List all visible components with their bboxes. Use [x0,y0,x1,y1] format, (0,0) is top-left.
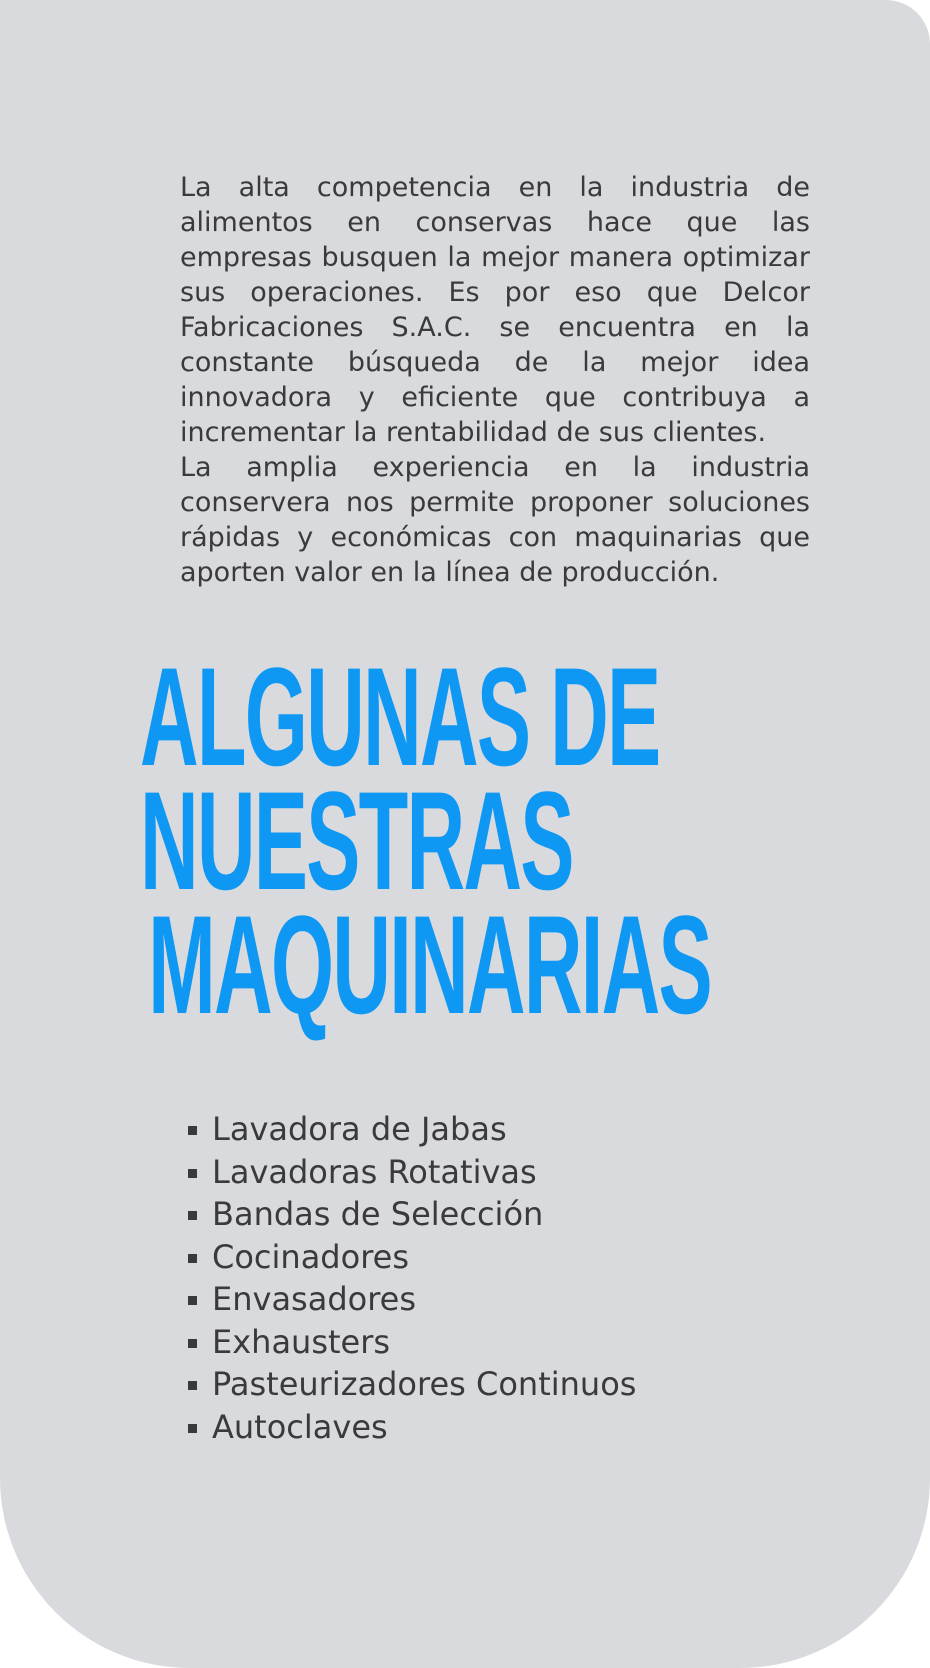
square-bullet-icon [188,1126,197,1135]
machinery-heading [140,638,711,1043]
square-bullet-icon [188,1296,197,1305]
list-item-label: Lavadora de Jabas [212,1110,507,1148]
list-item-label: Pasteurizadores Continuos [212,1365,637,1403]
list-item-label: Exhausters [212,1322,391,1361]
list-item [188,1193,636,1236]
list-item [188,1406,636,1449]
heading-line-3: MAQUINARIAS [148,886,711,1043]
list-item-label: Envasadores [212,1280,417,1318]
machinery-list [188,1108,636,1448]
list-item-label: Bandas de Selección [212,1195,544,1233]
list-item-label: Lavadoras Rotativas [212,1152,537,1191]
list-item-label: Cocinadores [212,1237,409,1276]
list-item [188,1363,636,1406]
heading-line-2: NUESTRAS [140,762,573,919]
list-item [188,1151,636,1194]
square-bullet-icon [188,1339,197,1348]
list-item [188,1321,636,1364]
intro-text [180,170,810,590]
square-bullet-icon [188,1381,197,1390]
list-item [188,1236,636,1279]
square-bullet-icon [188,1169,197,1178]
intro-paragraph-1: La alta competencia en la industria de alimentos en conservas hace que las empresas busquen la mejor manera optimizar sus operaciones. Es por eso que Delcor Fabricaciones S.A.C. se encuentra en la constante búsqueda de la mejor idea innovadora y eficiente que contribuya a incrementar la rentabilidad de sus clientes. [180,172,810,448]
list-item [188,1108,636,1151]
square-bullet-icon [188,1424,197,1433]
intro-paragraph-2: La amplia experiencia en la industria conservera nos permite proponer soluciones rápidas y económicas con maquinarias que aporten valor en la línea de producción. [180,452,810,588]
heading-line-1: ALGUNAS DE [140,638,660,795]
list-item [188,1278,636,1321]
square-bullet-icon [188,1254,197,1263]
square-bullet-icon [188,1211,197,1220]
list-item-label: Autoclaves [212,1407,388,1446]
